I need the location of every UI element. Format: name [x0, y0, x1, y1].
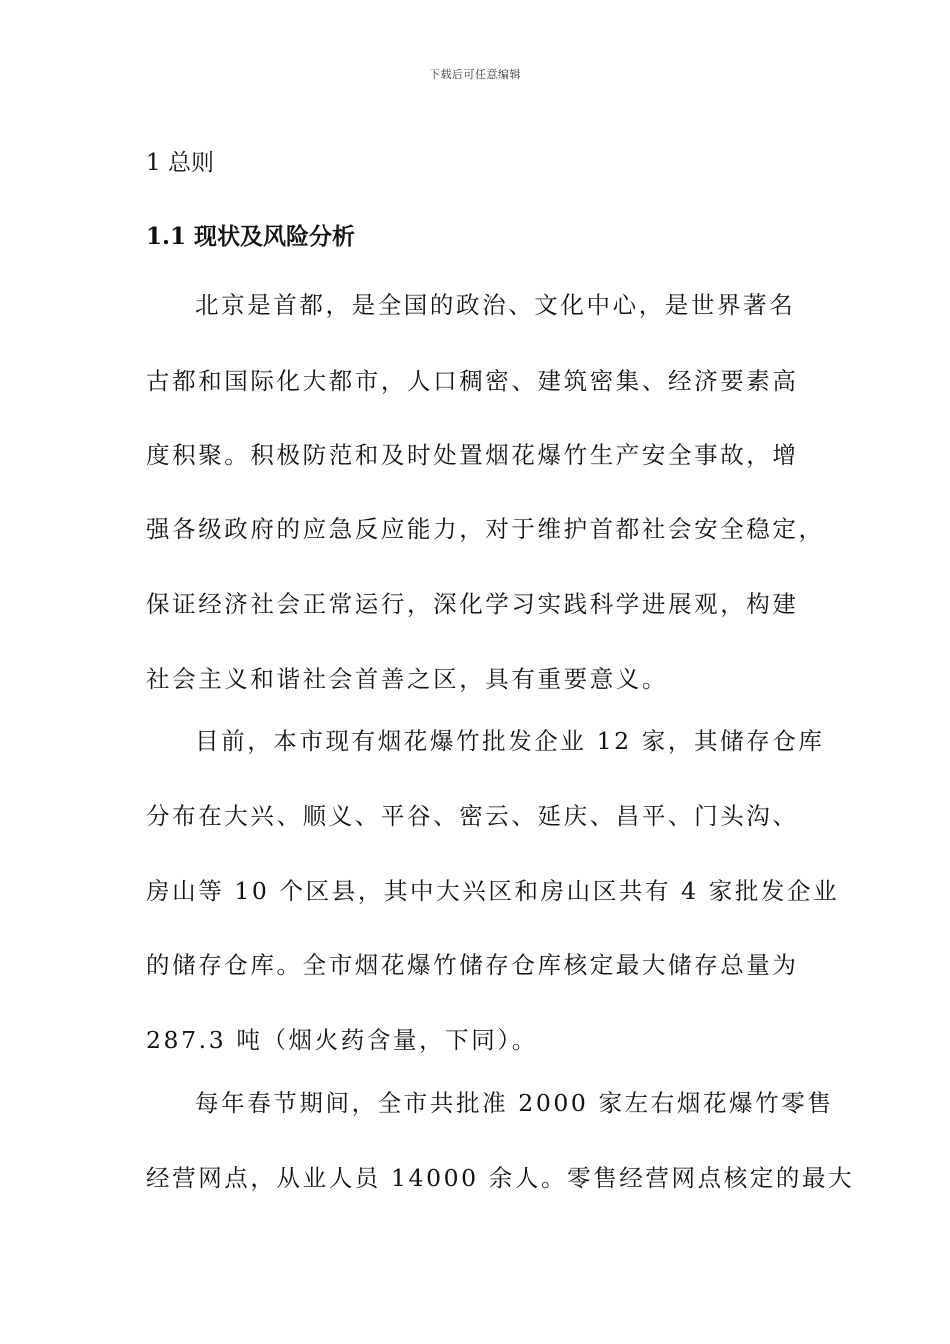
- paragraph-line: 目前，本市现有烟花爆竹批发企业 12 家，其储存仓库: [195, 727, 825, 755]
- paragraph-line: 287.3 吨（烟火药含量，下同）。: [146, 1026, 538, 1054]
- header-note: 下载后可任意编辑: [429, 68, 521, 81]
- section-heading: 1 总则: [146, 150, 214, 176]
- paragraph-line: 古都和国际化大都市，人口稠密、建筑密集、经济要素高: [146, 367, 799, 395]
- paragraph-line: 度积聚。积极防范和及时处置烟花爆竹生产安全事故，增: [146, 441, 799, 469]
- paragraph-line: 分布在大兴、顺义、平谷、密云、延庆、昌平、门头沟、: [146, 802, 799, 830]
- subsection-heading: 1.1 现状及风险分析: [146, 223, 356, 250]
- paragraph-line: 每年春节期间，全市共批准 2000 家左右烟花爆竹零售: [195, 1089, 834, 1117]
- paragraph-line: 的储存仓库。全市烟花爆竹储存仓库核定最大储存总量为: [146, 951, 799, 979]
- paragraph-line: 北京是首都，是全国的政治、文化中心，是世界著名: [195, 291, 796, 319]
- paragraph-line: 强各级政府的应急反应能力，对于维护首都社会安全稳定，: [146, 515, 825, 543]
- paragraph-line: 社会主义和谐社会首善之区，具有重要意义。: [146, 665, 668, 693]
- paragraph-line: 经营网点，从业人员 14000 余人。零售经营网点核定的最大: [146, 1164, 855, 1192]
- paragraph-line: 房山等 10 个区县，其中大兴区和房山区共有 4 家批发企业: [146, 877, 840, 905]
- paragraph-line: 保证经济社会正常运行，深化学习实践科学进展观，构建: [146, 590, 799, 618]
